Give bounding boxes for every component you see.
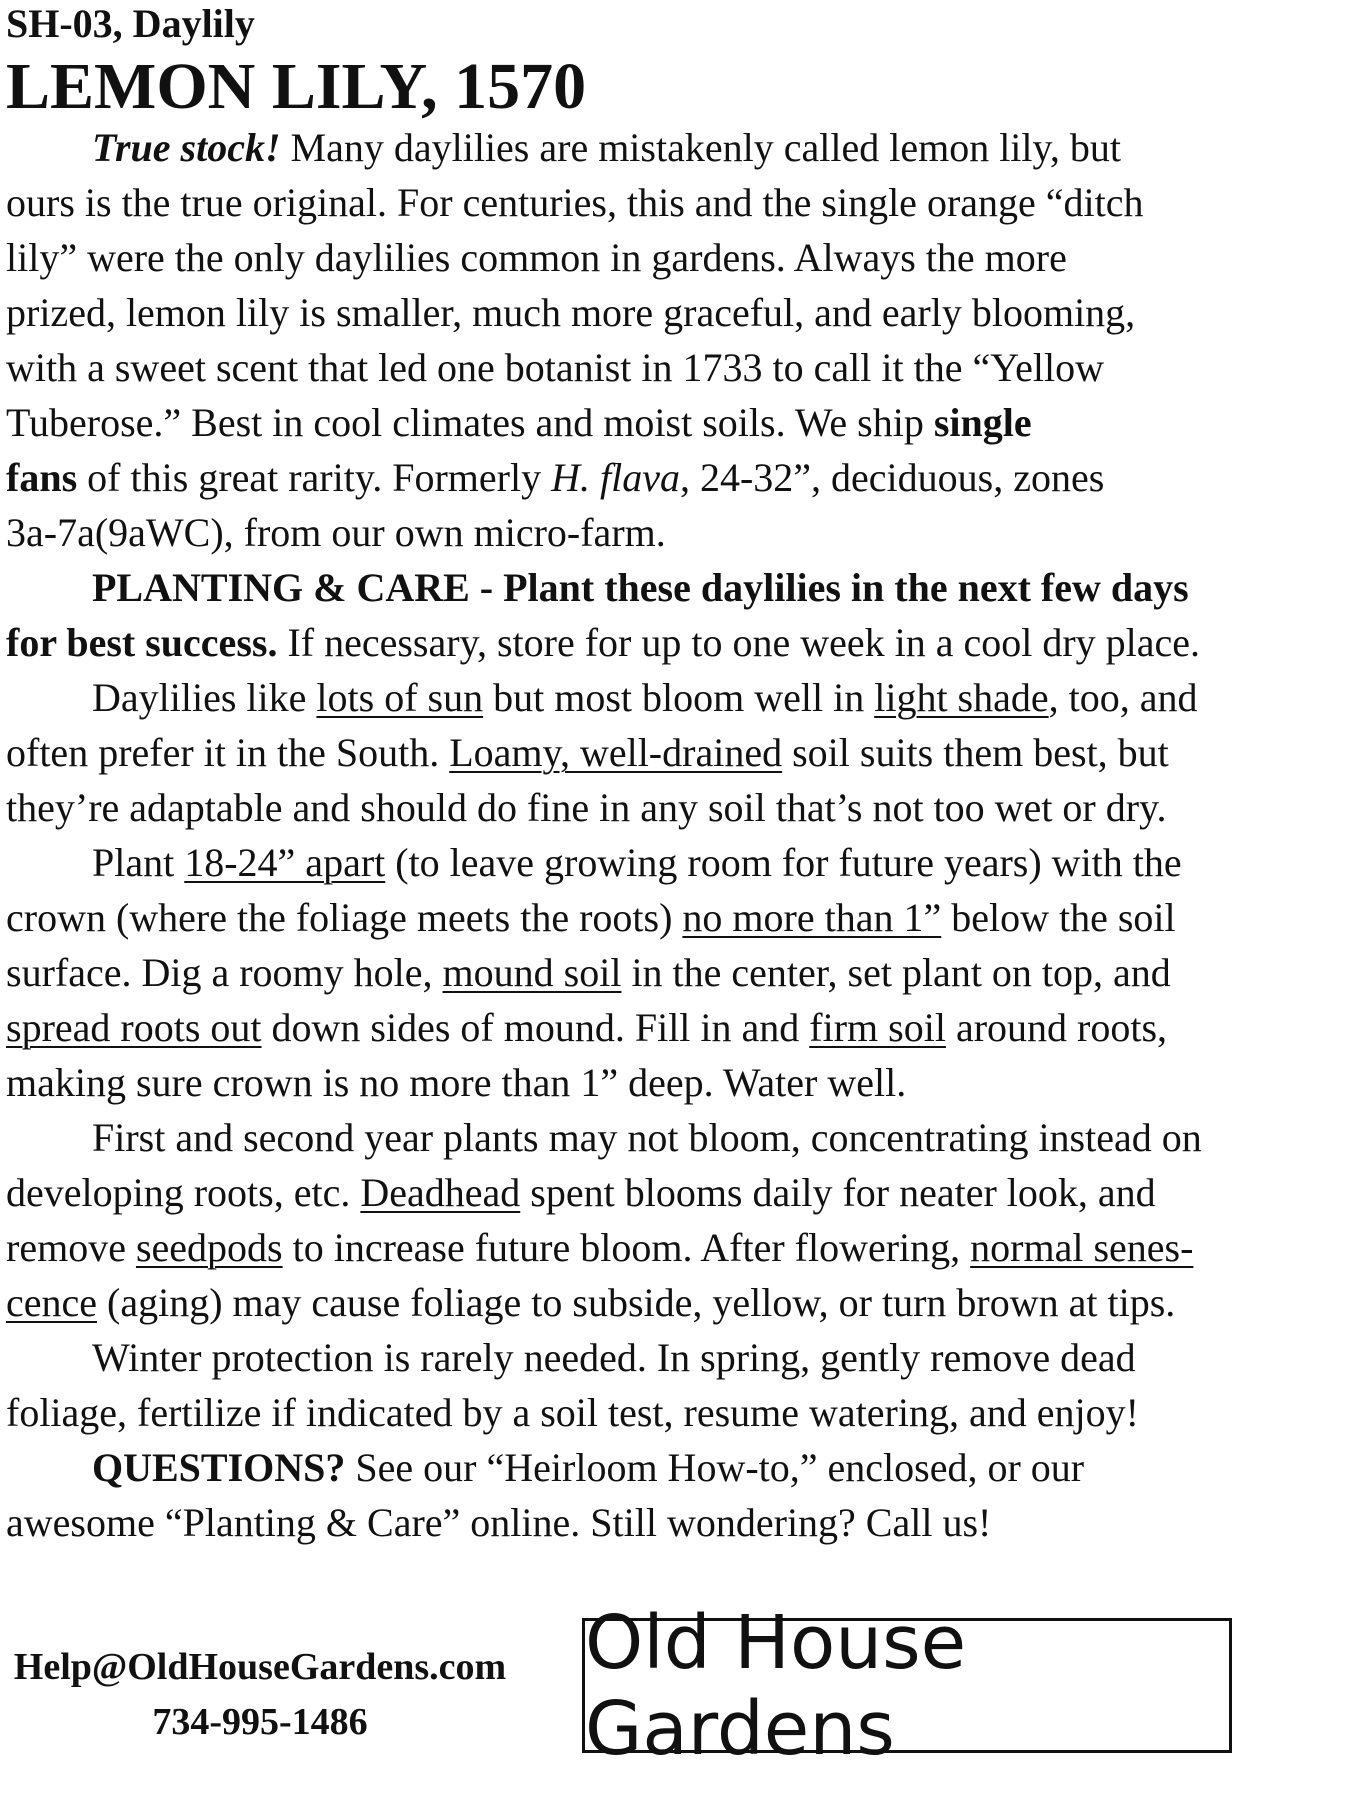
winter-line: foliage, fertilize if indicated by a soil test, resume watering, and enjoy! [6, 1390, 1139, 1435]
text-span: , too, and [1048, 675, 1198, 720]
sun-line [6, 725, 1306, 780]
underlined-text: mound soil [442, 950, 622, 995]
page-title: LEMON LILY, 1570 [6, 50, 587, 123]
text-span: Plant [92, 840, 185, 885]
text-span: remove [6, 1225, 136, 1270]
winter-line: Winter protection is rarely needed. In spring, gently remove dead [92, 1335, 1136, 1380]
questions-line: awesome “Planting & Care” online. Still wondering? Call us! [6, 1500, 992, 1545]
text-span: to increase future bloom. After flowering, [282, 1225, 971, 1270]
text-span: often prefer it in the South. [6, 730, 450, 775]
underlined-text: 18-24” apart [184, 840, 386, 885]
text-span: (to leave growing room for future years) with the [385, 840, 1182, 885]
text-span: below the soil [941, 895, 1176, 940]
text-span: Many daylilies are mistakenly called lemon lily, but [280, 125, 1122, 170]
italic-text: H. flava [551, 455, 680, 500]
product-code: SH-03, Daylily [6, 1, 255, 46]
text-span: Daylilies like [92, 675, 317, 720]
underlined-text: no more than 1” [682, 895, 942, 940]
underlined-text: cence [6, 1280, 98, 1325]
intro-line: ours is the true original. For centuries, this and the single orange “ditch [6, 180, 1144, 225]
contact-phone[interactable]: 734-995-1486 [152, 1701, 368, 1743]
text-span: developing roots, etc. [6, 1170, 361, 1215]
underlined-text: light shade [874, 675, 1049, 720]
sun-line [6, 670, 1306, 725]
logo-wordmark: Old House Gardens [585, 1599, 967, 1772]
text-span: but most bloom well in [483, 675, 875, 720]
text-span: If necessary, store for up to one week in a cool dry place. [277, 620, 1201, 665]
questions-line [6, 1440, 1306, 1495]
emphasis-text: True stock! [92, 125, 281, 170]
spacing-line [6, 1000, 1306, 1055]
planting-line [6, 615, 1306, 670]
body-text [6, 120, 1306, 1550]
sun-line: they’re adaptable and should do fine in any soil that’s not too wet or dry. [6, 785, 1167, 830]
text-span: Tuberose.” Best in cool climates and moist soils. We ship [6, 400, 934, 445]
contact-email[interactable]: Help@OldHouseGardens.com [13, 1646, 507, 1688]
text-span: See our “Heirloom How-to,” enclosed, or our [345, 1445, 1085, 1490]
bold-text: for best success. [6, 620, 278, 665]
text-span: in the center, set plant on top, and [621, 950, 1171, 995]
intro-line: with a sweet scent that led one botanist in 1733 to call it the “Yellow [6, 345, 1104, 390]
intro-line [6, 450, 1306, 505]
bold-text: fans [6, 455, 78, 500]
underlined-text: seedpods [135, 1225, 283, 1270]
planting-heading: PLANTING & CARE - Plant these daylilies in the next few days [92, 565, 1189, 610]
care-sheet [6, 0, 1306, 1550]
text-span: surface. Dig a roomy hole, [6, 950, 443, 995]
intro-line [6, 120, 1306, 175]
intro-line [6, 395, 1306, 450]
bloom-line [6, 1220, 1306, 1275]
underlined-text: lots of sun [316, 675, 484, 720]
bloom-line [6, 1165, 1306, 1220]
text-span: of this great rarity. Formerly [77, 455, 552, 500]
bold-text: single [933, 400, 1032, 445]
underlined-text: Deadhead [360, 1170, 521, 1215]
underlined-text: normal senes- [970, 1225, 1194, 1270]
spacing-line: making sure crown is no more than 1” deep. Water well. [6, 1060, 907, 1105]
contact-block [0, 1640, 520, 1750]
text-span: soil suits them best, but [782, 730, 1169, 775]
text-span: (aging) may cause foliage to subside, yellow, or turn brown at tips. [97, 1280, 1176, 1325]
spacing-line [6, 890, 1306, 945]
text-span: around roots, [945, 1005, 1168, 1050]
intro-line: prized, lemon lily is smaller, much more graceful, and early blooming, [6, 290, 1136, 335]
spacing-line [6, 835, 1306, 890]
underlined-text: Loamy, well-drained [449, 730, 783, 775]
intro-line: lily” were the only daylilies common in gardens. Always the more [6, 235, 1067, 280]
text-span: , 24-32”, deciduous, zones [679, 455, 1105, 500]
underlined-text: firm soil [809, 1005, 946, 1050]
text-span: crown (where the foliage meets the roots) [6, 895, 683, 940]
spacing-line [6, 945, 1306, 1000]
brand-logo [582, 1599, 1232, 1772]
bloom-line [6, 1275, 1306, 1330]
underlined-text: spread roots out [6, 1005, 262, 1050]
text-span: spent blooms daily for neater look, and [520, 1170, 1156, 1215]
bold-text: QUESTIONS? [92, 1445, 346, 1490]
intro-line: 3a-7a(9aWC), from our own micro-farm. [6, 510, 666, 555]
text-span: down sides of mound. Fill in and [261, 1005, 810, 1050]
bloom-line: First and second year plants may not bloom, concentrating instead on [92, 1115, 1202, 1160]
